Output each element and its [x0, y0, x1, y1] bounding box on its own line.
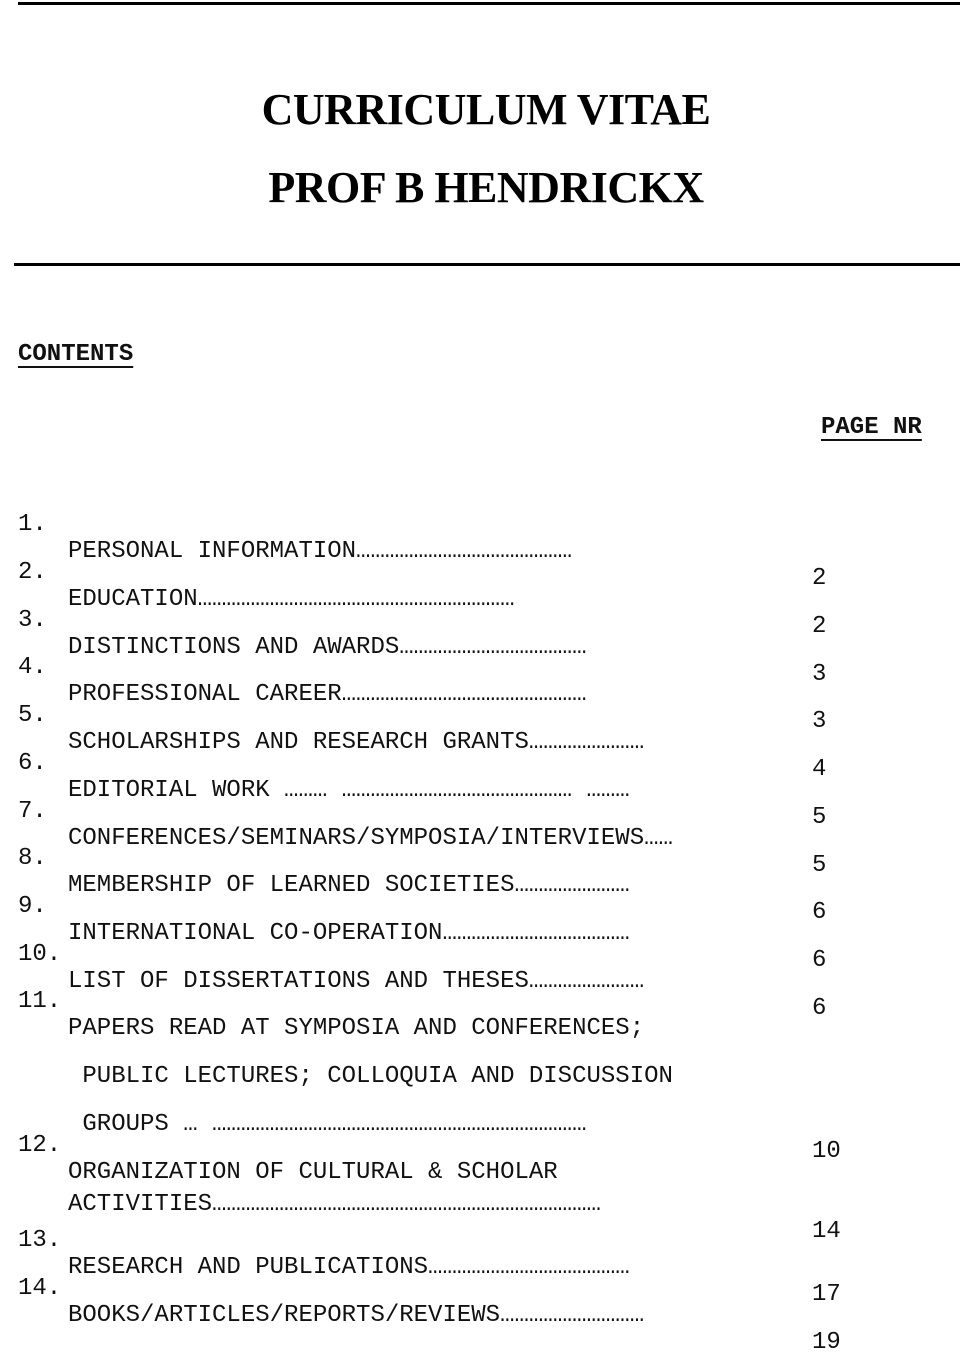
toc-entry-page: 5 — [812, 852, 827, 879]
toc-entry-label: PUBLIC LECTURES; COLLOQUIA AND DISCUSSION — [68, 1063, 673, 1090]
toc-entry-label: PROFESSIONAL CAREER…………………………………………… — [68, 681, 587, 708]
toc-entry-number: 2. — [18, 559, 47, 586]
toc-entry-number: 11. — [18, 988, 62, 1015]
toc-entry-number: 1. — [18, 511, 47, 538]
toc-entry-label: BOOKS/ARTICLES/REPORTS/REVIEWS………………………… — [68, 1302, 645, 1329]
toc-entry-label: PAPERS READ AT SYMPOSIA AND CONFERENCES; — [68, 1015, 645, 1042]
toc-entry-label: INTERNATIONAL CO-OPERATION………………………………… — [68, 920, 630, 947]
toc-entry-number: 8. — [18, 845, 47, 872]
toc-entry-page: 4 — [812, 756, 827, 783]
toc-entry-label: DISTINCTIONS AND AWARDS………………………………… — [68, 634, 587, 661]
top-rule — [18, 2, 960, 5]
toc-entry-number: 3. — [18, 607, 47, 634]
page-nr-heading: PAGE NR — [821, 414, 922, 441]
toc-entry-page: 3 — [812, 661, 827, 688]
document-subtitle-name: PROF B HENDRICKX — [268, 163, 704, 212]
toc-entry-number: 13. — [18, 1227, 62, 1254]
toc-entry-label: PERSONAL INFORMATION……………………………………… — [68, 538, 573, 565]
toc-entry-page: 6 — [812, 947, 827, 974]
toc-entry-label: SCHOLARSHIPS AND RESEARCH GRANTS…………………… — [68, 729, 645, 756]
toc-entry-label: RESEARCH AND PUBLICATIONS…………………………………… — [68, 1254, 630, 1281]
toc-entry-page: 6 — [812, 899, 827, 926]
document-title: CURRICULUM VITAE — [261, 85, 711, 134]
toc-entry-number: 9. — [18, 893, 47, 920]
toc-entry-number: 6. — [18, 750, 47, 777]
toc-entry-label: EDITORIAL WORK ……… ………………………………………… ……… — [68, 777, 630, 804]
toc-entry-number: 4. — [18, 654, 47, 681]
toc-entry-label: EDUCATION………………………………………………………… — [68, 586, 515, 613]
contents-heading: CONTENTS — [18, 341, 134, 368]
toc-entry-page: 10 — [812, 1138, 841, 1165]
toc-entry-number: 14. — [18, 1275, 62, 1302]
toc-entry-number: 12. — [18, 1132, 62, 1159]
toc-entry-page: 6 — [812, 995, 827, 1022]
toc-entry-number: 7. — [18, 798, 47, 825]
toc-entry-label: ACTIVITIES……………………………………………………………………… — [68, 1191, 601, 1218]
toc-entry-page: 14 — [812, 1218, 841, 1245]
header-divider — [14, 263, 960, 266]
toc-entry-page: 2 — [812, 613, 827, 640]
toc-entry-label: MEMBERSHIP OF LEARNED SOCIETIES…………………… — [68, 872, 630, 899]
toc-entry-label: ORGANIZATION OF CULTURAL & SCHOLAR — [68, 1159, 558, 1186]
toc-entry-number: 10. — [18, 941, 62, 968]
toc-entry-page: 2 — [812, 565, 827, 592]
toc-entry-page: 5 — [812, 804, 827, 831]
toc-entry-label: CONFERENCES/SEMINARS/SYMPOSIA/INTERVIEWS…… — [68, 825, 673, 852]
toc-entry-number: 5. — [18, 702, 47, 729]
toc-entry-page: 17 — [812, 1281, 841, 1308]
toc-entry-page: 19 — [812, 1329, 841, 1356]
toc-entry-label: LIST OF DISSERTATIONS AND THESES…………………… — [68, 968, 645, 995]
toc-entry-label: GROUPS … …………………………………………………………………… — [68, 1111, 587, 1138]
toc-entry-page: 3 — [812, 708, 827, 735]
